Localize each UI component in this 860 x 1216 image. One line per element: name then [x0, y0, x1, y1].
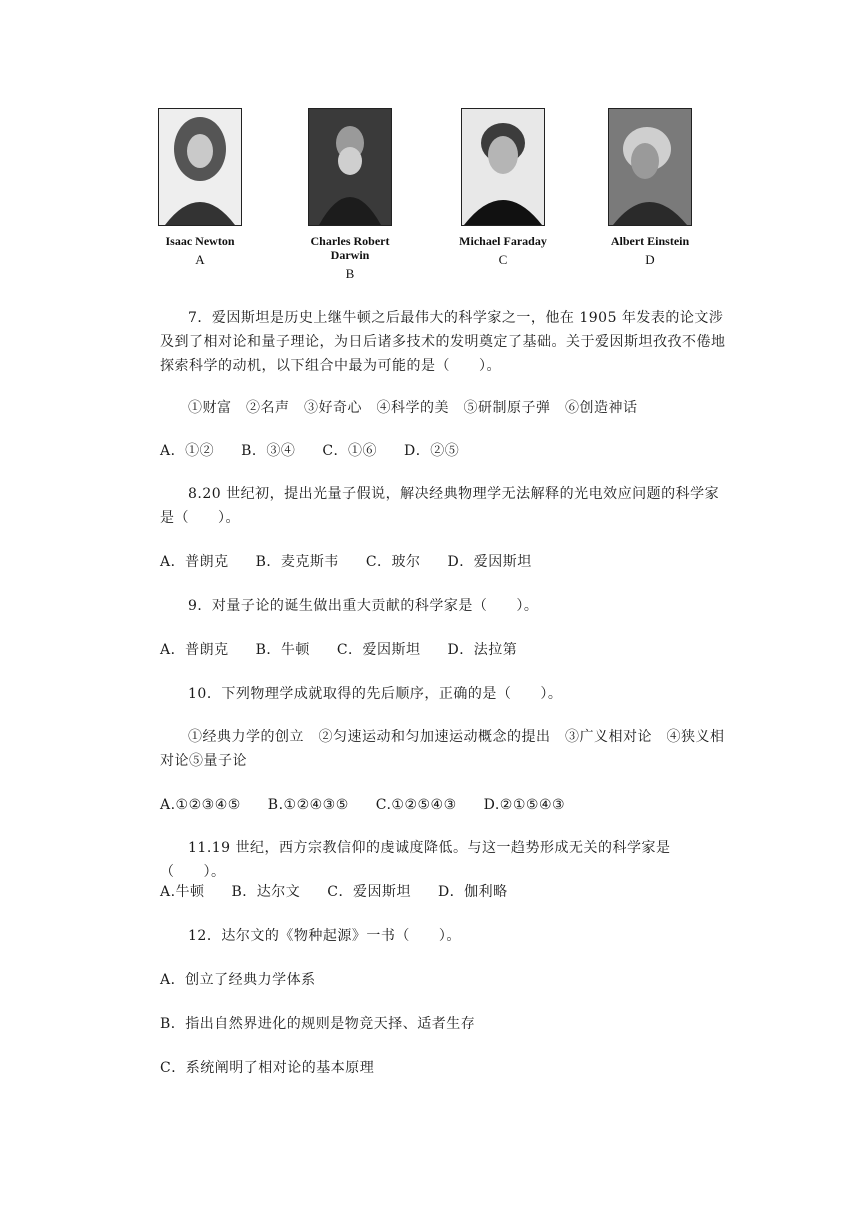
portrait-name: Isaac Newton [165, 234, 235, 248]
option: B．达尔文 [231, 884, 301, 900]
option: C．①⑥ [322, 443, 378, 459]
portrait-row [150, 108, 710, 288]
option: A.①②③④⑤ [160, 797, 241, 813]
option: B．麦克斯韦 [255, 554, 339, 570]
portrait-letter: A [195, 252, 205, 267]
q12-option-c: C．系统阐明了相对论的基本原理 [160, 1060, 375, 1076]
portrait-darwin [300, 108, 400, 282]
portrait-letter: B [345, 266, 355, 281]
q8-options [160, 550, 730, 574]
portrait-letter: C [498, 252, 508, 267]
portrait-name: Michael Faraday [459, 234, 547, 248]
option: A.牛顿 [160, 884, 205, 900]
q12-option-b: B．指出自然界进化的规则是物竞天择、适者生存 [160, 1016, 476, 1032]
q7-items: ①财富 ②名声 ③好奇心 ④科学的美 ⑤研制原子弹 ⑥创造神话 [188, 400, 638, 416]
option: B.①②④③⑤ [267, 797, 349, 813]
q10-options [160, 793, 730, 817]
option: C.①②⑤④③ [375, 797, 457, 813]
option: D．伽利略 [437, 884, 508, 900]
option: D．法拉第 [447, 642, 518, 658]
q12-option-a: A．创立了经典力学体系 [160, 972, 316, 988]
option: C．爱因斯坦 [336, 642, 421, 658]
option: A．①② [160, 443, 215, 459]
portrait-letter: D [645, 252, 655, 267]
option: C．爱因斯坦 [327, 884, 411, 900]
option: D．②⑤ [404, 443, 460, 459]
q12-stem: 12．达尔文的《物种起源》一书（ ）。 [188, 928, 461, 944]
portrait-faraday [453, 108, 553, 268]
option: A．普朗克 [160, 554, 229, 570]
option: D．爱因斯坦 [447, 554, 532, 570]
portrait-newton [150, 108, 250, 268]
option: C．玻尔 [365, 554, 421, 570]
q9-stem: 9．对量子论的诞生做出重大贡献的科学家是（ ）。 [188, 598, 539, 614]
q10-items: ①经典力学的创立 ②匀速运动和匀加速运动概念的提出 ③广义相对论 ④狭义相对论⑤量子论 [160, 729, 725, 769]
option: B．牛顿 [255, 642, 310, 658]
portrait-name: Albert Einstein [610, 234, 690, 248]
q9-options [160, 638, 730, 662]
option: A．普朗克 [160, 642, 229, 658]
option: B．③④ [241, 443, 296, 459]
q8-stem: 8.20 世纪初，提出光量子假说，解决经典物理学无法解释的光电效应问题的科学家是（ ）。 [160, 486, 720, 526]
einstein-photo [608, 108, 692, 226]
q10-stem: 10．下列物理学成就取得的先后顺序，正确的是（ ）。 [188, 686, 563, 702]
portrait-einstein [600, 108, 700, 268]
q7-stem: 7．爱因斯坦是历史上继牛顿之后最伟大的科学家之一，他在 1905 年发表的论文涉及到了相对论和量子理论，为日后诸多技术的发明奠定了基础。关于爱因斯坦孜孜不倦地探索科学的动机，以下组合中最为可能的是（ ）。 [160, 310, 726, 374]
newton-photo [158, 108, 242, 226]
darwin-photo [308, 108, 392, 226]
portrait-name: Charles Robert Darwin [310, 234, 390, 262]
q11-options [160, 880, 730, 904]
q7-options [160, 439, 730, 463]
faraday-photo [461, 108, 545, 226]
option: D.②①⑤④③ [483, 797, 566, 813]
q11-stem: 11.19 世纪，西方宗教信仰的虔诚度降低。与这一趋势形成无关的科学家是（ ）。 [160, 840, 671, 880]
